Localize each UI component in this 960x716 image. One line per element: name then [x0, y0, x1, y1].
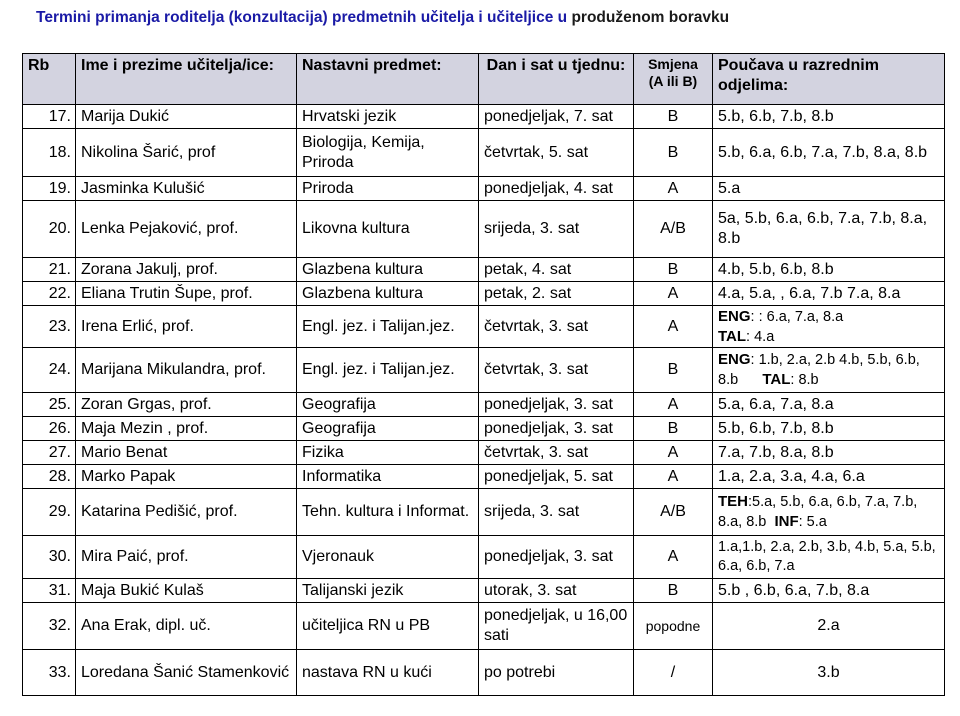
page-title: Termini primanja roditelja (konzultacija) predmetnih učitelja i učiteljice u produženom boravku	[36, 9, 730, 26]
row-time: srijeda, 3. sat	[479, 201, 634, 258]
row-rb: 19.	[23, 177, 76, 201]
row-classes: 5.a	[713, 177, 945, 201]
row-rb: 25.	[23, 393, 76, 417]
row-rb: 21.	[23, 258, 76, 282]
row-classes: 2.a	[713, 603, 945, 650]
row-subject: Geografija	[297, 393, 479, 417]
row-time: ponedjeljak, 3. sat	[479, 393, 634, 417]
row-time: ponedjeljak, 5. sat	[479, 465, 634, 489]
row-time: ponedjeljak, 3. sat	[479, 536, 634, 579]
row-name: Maja Bukić Kulaš	[76, 579, 297, 603]
row-name: Irena Erlić, prof.	[76, 306, 297, 348]
row-name: Marijana Mikulandra, prof.	[76, 348, 297, 393]
row-classes: ENG: : 6.a, 7.a, 8.a TAL: 4.a	[713, 306, 945, 348]
table-row	[23, 105, 945, 129]
row-classes: 1.a, 2.a, 3.a, 4.a, 6.a	[713, 465, 945, 489]
row-name: Marija Dukić	[76, 105, 297, 129]
row-name: Lenka Pejaković, prof.	[76, 201, 297, 258]
table-row	[23, 465, 945, 489]
row-shift: /	[634, 650, 713, 696]
row-rb: 30.	[23, 536, 76, 579]
row-time: ponedjeljak, 3. sat	[479, 417, 634, 441]
row-rb: 32.	[23, 603, 76, 650]
row-subject: Hrvatski jezik	[297, 105, 479, 129]
row-classes: 5.b, 6.a, 6.b, 7.a, 7.b, 8.a, 8.b	[713, 129, 945, 177]
row-shift: A	[634, 393, 713, 417]
row-subject: Vjeronauk	[297, 536, 479, 579]
row-rb: 20.	[23, 201, 76, 258]
row-rb: 28.	[23, 465, 76, 489]
row-classes: TEH:5.a, 5.b, 6.a, 6.b, 7.a, 7.b, 8.a, 8.b INF: 5.a	[713, 489, 945, 536]
header-name: Ime i prezime učitelja/ice:	[76, 54, 297, 105]
row-shift: B	[634, 348, 713, 393]
row-shift: A/B	[634, 201, 713, 258]
row-classes: 3.b	[713, 650, 945, 696]
table-header-row	[23, 54, 945, 105]
row-shift: A	[634, 465, 713, 489]
row-shift: B	[634, 579, 713, 603]
row-time: po potrebi	[479, 650, 634, 696]
row-time: ponedjeljak, 7. sat	[479, 105, 634, 129]
table-row	[23, 201, 945, 258]
row-name: Zoran Grgas, prof.	[76, 393, 297, 417]
row-classes: 4.b, 5.b, 6.b, 8.b	[713, 258, 945, 282]
row-shift: A/B	[634, 489, 713, 536]
table-row	[23, 536, 945, 579]
row-rb: 24.	[23, 348, 76, 393]
row-rb: 27.	[23, 441, 76, 465]
row-time: ponedjeljak, 4. sat	[479, 177, 634, 201]
table-row	[23, 348, 945, 393]
row-subject: Glazbena kultura	[297, 282, 479, 306]
row-subject: Likovna kultura	[297, 201, 479, 258]
header-classes: Poučava u razrednim odjelima:	[713, 54, 945, 105]
row-name: Zorana Jakulj, prof.	[76, 258, 297, 282]
row-shift: A	[634, 282, 713, 306]
table-row	[23, 129, 945, 177]
row-time: četvrtak, 3. sat	[479, 306, 634, 348]
row-subject: Geografija	[297, 417, 479, 441]
row-rb: 33.	[23, 650, 76, 696]
row-time: četvrtak, 3. sat	[479, 348, 634, 393]
row-shift: B	[634, 258, 713, 282]
row-time: utorak, 3. sat	[479, 579, 634, 603]
row-subject: Glazbena kultura	[297, 258, 479, 282]
row-rb: 31.	[23, 579, 76, 603]
row-shift: B	[634, 105, 713, 129]
table-row	[23, 417, 945, 441]
table-row	[23, 306, 945, 348]
row-time: petak, 2. sat	[479, 282, 634, 306]
table-row	[23, 177, 945, 201]
table-row	[23, 393, 945, 417]
row-subject: nastava RN u kući	[297, 650, 479, 696]
row-shift: B	[634, 129, 713, 177]
row-name: Mario Benat	[76, 441, 297, 465]
row-shift: popodne	[634, 603, 713, 650]
row-subject: Priroda	[297, 177, 479, 201]
row-time: petak, 4. sat	[479, 258, 634, 282]
row-name: Ana Erak, dipl. uč.	[76, 603, 297, 650]
header-rb: Rb	[23, 54, 76, 105]
row-subject: učiteljica RN u PB	[297, 603, 479, 650]
row-classes: 5.b, 6.b, 7.b, 8.b	[713, 417, 945, 441]
row-time: četvrtak, 3. sat	[479, 441, 634, 465]
row-shift: A	[634, 536, 713, 579]
table-row	[23, 579, 945, 603]
lang-label: ENG	[718, 351, 751, 368]
row-rb: 17.	[23, 105, 76, 129]
table-row	[23, 282, 945, 306]
table-row	[23, 603, 945, 650]
row-name: Maja Mezin , prof.	[76, 417, 297, 441]
row-subject: Talijanski jezik	[297, 579, 479, 603]
row-classes: 5a, 5.b, 6.a, 6.b, 7.a, 7.b, 8.a, 8.b	[713, 201, 945, 258]
row-name: Eliana Trutin Šupe, prof.	[76, 282, 297, 306]
row-name: Nikolina Šarić, prof	[76, 129, 297, 177]
row-subject: Engl. jez. i Talijan.jez.	[297, 306, 479, 348]
row-classes: 1.a,1.b, 2.a, 2.b, 3.b, 4.b, 5.a, 5.b, 6.a, 6.b, 7.a	[713, 536, 945, 579]
subject-label: TEH	[718, 493, 748, 510]
table-row	[23, 441, 945, 465]
row-subject: Informatika	[297, 465, 479, 489]
row-classes: ENG: 1.b, 2.a, 2.b 4.b, 5.b, 6.b, 8.b TAL: 8.b	[713, 348, 945, 393]
row-subject: Fizika	[297, 441, 479, 465]
row-name: Loredana Šanić Stamenković	[76, 650, 297, 696]
row-name: Mira Paić, prof.	[76, 536, 297, 579]
header-shift: Smjena (A ili B)	[634, 54, 713, 105]
row-classes: 5.b, 6.b, 7.b, 8.b	[713, 105, 945, 129]
row-name: Jasminka Kulušić	[76, 177, 297, 201]
row-rb: 26.	[23, 417, 76, 441]
header-subject: Nastavni predmet:	[297, 54, 479, 105]
lang-label: TAL	[762, 371, 791, 388]
row-time: četvrtak, 5. sat	[479, 129, 634, 177]
row-name: Katarina Pedišić, prof.	[76, 489, 297, 536]
header-time: Dan i sat u tjednu:	[479, 54, 634, 105]
row-rb: 29.	[23, 489, 76, 536]
row-subject: Tehn. kultura i Informat.	[297, 489, 479, 536]
table-row	[23, 258, 945, 282]
row-classes: 4.a, 5.a, , 6.a, 7.b 7.a, 8.a	[713, 282, 945, 306]
row-classes: 5.b , 6.b, 6.a, 7.b, 8.a	[713, 579, 945, 603]
row-subject: Engl. jez. i Talijan.jez.	[297, 348, 479, 393]
row-rb: 18.	[23, 129, 76, 177]
row-rb: 23.	[23, 306, 76, 348]
row-name: Marko Papak	[76, 465, 297, 489]
row-shift: B	[634, 417, 713, 441]
table-row	[23, 650, 945, 696]
row-classes: 5.a, 6.a, 7.a, 8.a	[713, 393, 945, 417]
row-subject: Biologija, Kemija, Priroda	[297, 129, 479, 177]
table-row	[23, 489, 945, 536]
lang-label: TAL	[718, 327, 747, 345]
row-shift: A	[634, 177, 713, 201]
consultation-table	[22, 53, 945, 696]
row-rb: 22.	[23, 282, 76, 306]
row-shift: A	[634, 441, 713, 465]
row-time: srijeda, 3. sat	[479, 489, 634, 536]
lang-label: ENG	[718, 307, 751, 325]
row-time: ponedjeljak, u 16,00 sati	[479, 603, 634, 650]
row-classes: 7.a, 7.b, 8.a, 8.b	[713, 441, 945, 465]
row-shift: A	[634, 306, 713, 348]
subject-label: INF	[774, 513, 799, 530]
